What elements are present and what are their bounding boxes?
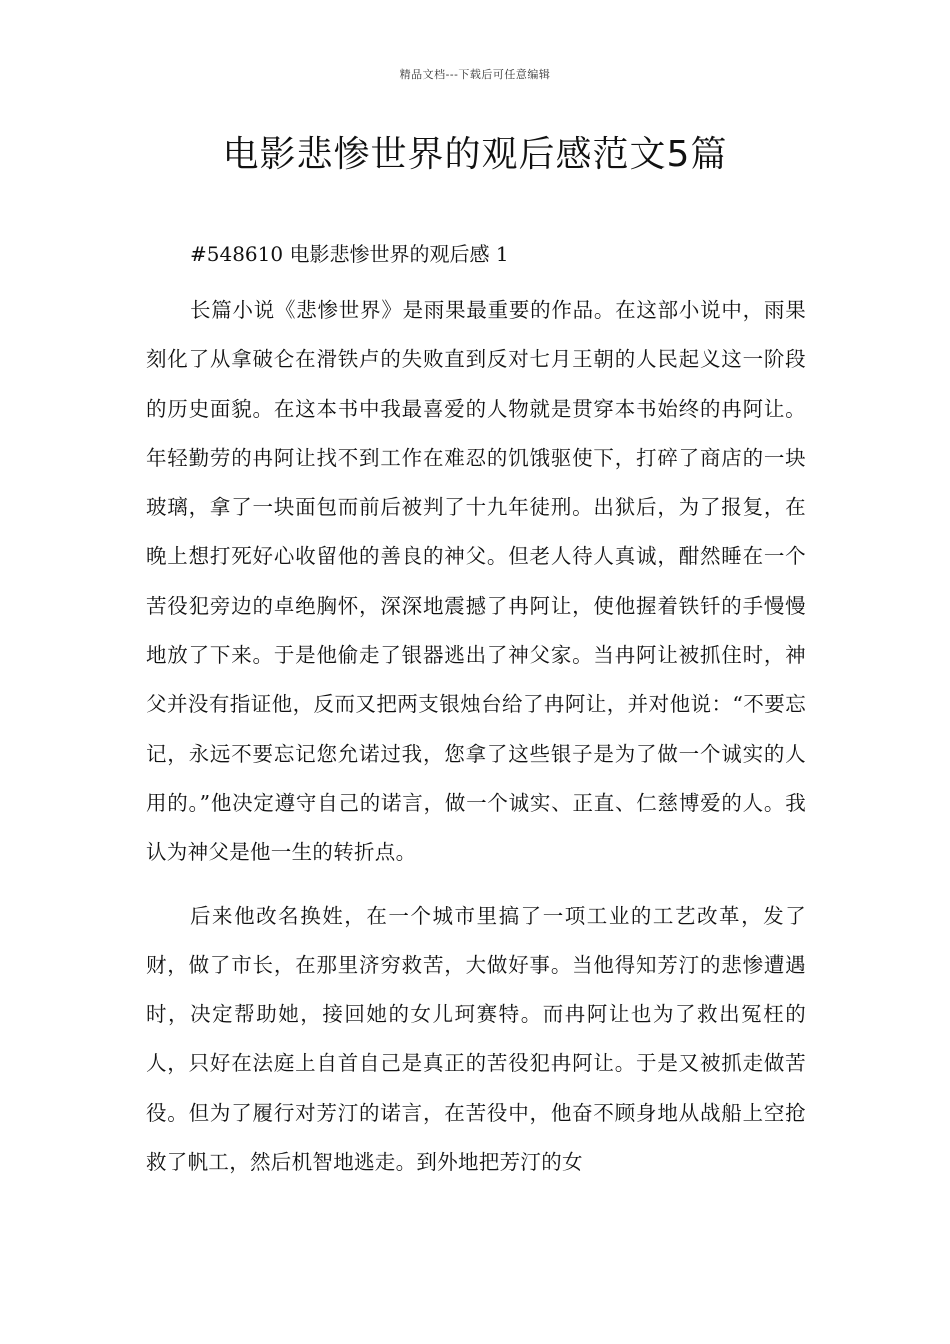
document-title: 电影悲惨世界的观后感范文5篇	[222, 134, 728, 175]
paragraph-2: 后来他改名换姓，在一个城市里搞了一项工业的工艺改革，发了财，做了市长，在那里济穷救苦，大做好事。当他得知芳汀的悲惨遭遇时，决定帮助她，接回她的女儿珂赛特。而冉阿让也为了救出冤枉的人，只好在法庭上自首自己是真正的苦役犯冉阿让。于是又被抓走做苦役。但为了履行对芳汀的诺言，在苦役中，他奋不顾身地从战船上空抢救了帆工，然后机智地逃走。到外地把芳汀的女	[146, 903, 806, 1175]
header-note: 精品文档---下载后可任意编辑	[399, 68, 551, 81]
document-body	[146, 236, 806, 1187]
paragraph-1: 长篇小说《悲惨世界》是雨果最重要的作品。在这部小说中，雨果刻化了从拿破仑在滑铁卢的失败直到反对七月王朝的人民起义这一阶段的历史面貌。在这本书中我最喜爱的人物就是贯穿本书始终的冉阿让。年轻勤劳的冉阿让找不到工作在难忍的饥饿驱使下，打碎了商店的一块玻璃，拿了一块面包而前后被判了十九年徒刑。出狱后，为了报复，在晚上想打死好心收留他的善良的神父。但老人待人真诚，酣然睡在一个苦役犯旁边的卓绝胸怀，深深地震撼了冉阿让，使他握着铁钎的手慢慢地放了下来。于是他偷走了银器逃出了神父家。当冉阿让被抓住时，神父并没有指证他，反而又把两支银烛台给了冉阿让，并对他说：“不要忘记，永远不要忘记您允诺过我，您拿了这些银子是为了做一个诚实的人用的。”他决定遵守自己的诺言，做一个诚实、正直、仁慈博爱的人。我认为神父是他一生的转折点。	[146, 298, 806, 865]
section-heading: #548610 电影悲惨世界的观后感 1	[190, 242, 509, 266]
